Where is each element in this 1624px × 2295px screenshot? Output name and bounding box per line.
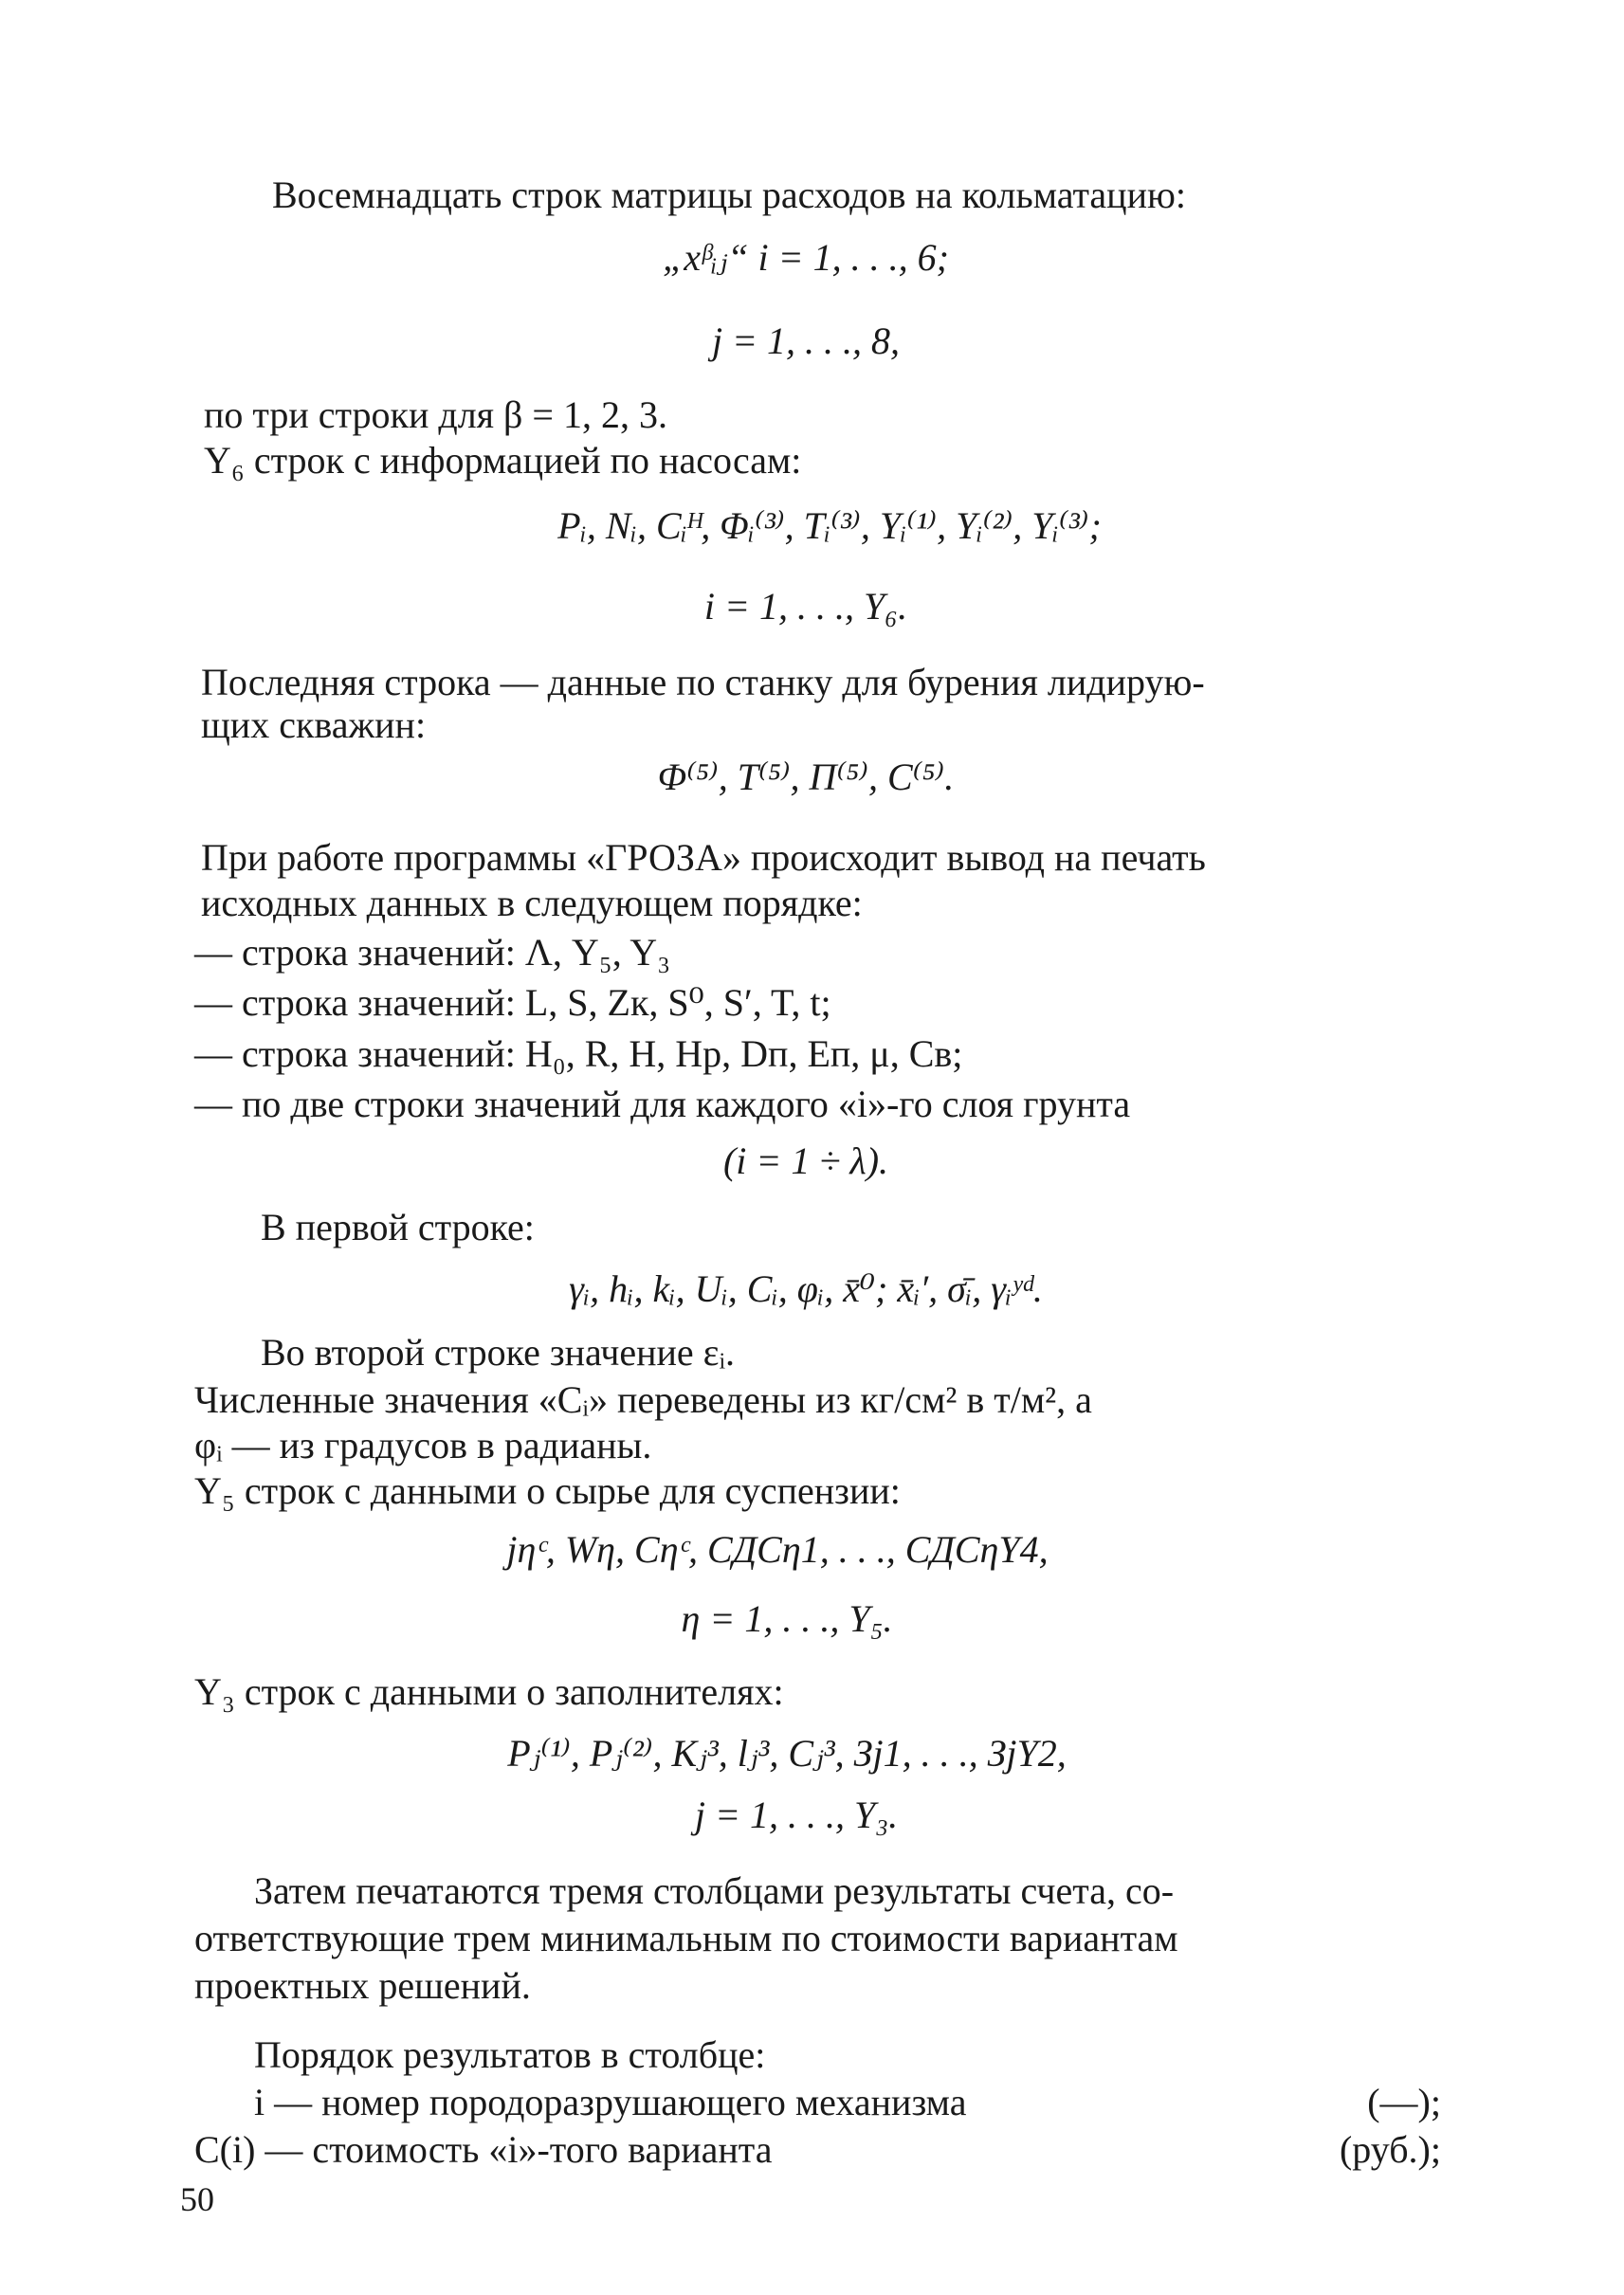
- text-line: — строка значений: H₀, R, H, Hр, Dп, Eп, μ, Cв;: [194, 1032, 963, 1075]
- text-line: исходных данных в следующем порядке:: [201, 882, 863, 924]
- formula: Pⱼ⁽¹⁾, Pⱼ⁽²⁾, Kⱼ³, lⱼ³, Cⱼ³, Зj1, . . ., ЗjY2,: [507, 1732, 1067, 1775]
- formula: j = 1, . . ., Y₃.: [694, 1794, 899, 1836]
- text-line: Во второй строке значение εᵢ.: [261, 1331, 735, 1374]
- text-line: ответствующие трем минимальным по стоимости вариантам: [194, 1917, 1178, 1959]
- formula: η = 1, . . ., Y₅.: [681, 1597, 893, 1640]
- text-line: Y₅ строк с данными о сырье для суспензии:: [194, 1469, 901, 1512]
- formula: i = 1, . . ., Y₆.: [703, 585, 908, 628]
- text-line: проектных решений.: [194, 1964, 531, 2007]
- text-line: по три строки для β = 1, 2, 3.: [204, 393, 667, 436]
- text-line: φᵢ — из градусов в радианы.: [194, 1424, 652, 1466]
- formula: Pᵢ, Nᵢ, Cᵢᴴ, Φᵢ⁽³⁾, Tᵢ⁽³⁾, Yᵢ⁽¹⁾, Yᵢ⁽²⁾, Yᵢ⁽³⁾;: [557, 504, 1102, 547]
- formula: jηᶜ, Wη, Cηᶜ, СДСη1, . . ., СДСηY4,: [506, 1528, 1049, 1571]
- page-number: 50: [180, 2180, 214, 2218]
- text-line: При работе программы «ГРОЗА» происходит вывод на печать: [201, 836, 1206, 879]
- formula: (i = 1 ÷ λ).: [722, 1139, 889, 1182]
- formula: Φ⁽⁵⁾, T⁽⁵⁾, П⁽⁵⁾, C⁽⁵⁾.: [657, 756, 955, 798]
- text-line: Y₃ строк с данными о заполнителях:: [194, 1670, 784, 1713]
- text-line: i — номер породоразрушающего механизма: [254, 2081, 967, 2123]
- text-line: C(i) — стоимость «i»-того варианта: [194, 2128, 773, 2171]
- text-line: Восемнадцать строк матрицы расходов на кольматацию:: [272, 173, 1186, 216]
- text-line: Последняя строка — данные по станку для бурения лидирую-: [201, 661, 1205, 703]
- text-line: Порядок результатов в столбце:: [254, 2033, 766, 2076]
- text-line: Численные значения «Cᵢ» переведены из кг/см² в т/м², а: [194, 1378, 1092, 1421]
- text-line: В первой строке:: [261, 1206, 535, 1248]
- text-line: — по две строки значений для каждого «i»-го слоя грунта: [194, 1083, 1131, 1125]
- unit-label: (руб.);: [1339, 2128, 1441, 2171]
- text-line: Затем печатаются тремя столбцами результаты счета, со-: [254, 1869, 1175, 1912]
- text-line: — строка значений: Λ, Y₅, Y₃: [194, 931, 671, 974]
- formula: γᵢ, hᵢ, kᵢ, Uᵢ, Cᵢ, φᵢ, x̄⁰; x̄ᵢ′, σ̄ᵢ, γᵢʸᵈ.: [569, 1267, 1043, 1310]
- text-line: — строка значений: L, S, Zк, S⁰, S′, T, t;: [194, 981, 831, 1024]
- formula: j = 1, . . ., 8,: [711, 319, 901, 362]
- formula: „xᵝᵢⱼ“ i = 1, . . ., 6;: [663, 236, 949, 279]
- text-line: Y₆ строк с информацией по насосам:: [204, 439, 802, 482]
- text-line: щих скважин:: [201, 703, 427, 746]
- unit-label: (—);: [1367, 2081, 1441, 2123]
